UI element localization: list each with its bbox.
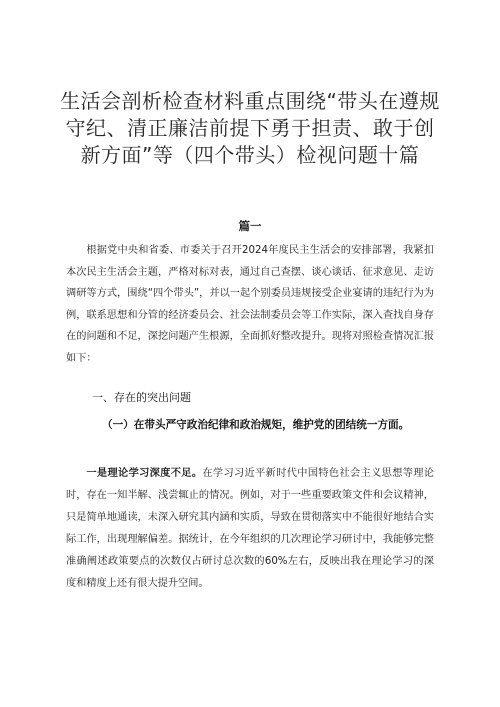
- paragraph-lead-phrase: 一是理论学习深度不足。: [86, 467, 203, 479]
- heading-level-2: （一）在带头严守政治纪律和政治规矩，维护党的团结统一方面。: [102, 419, 410, 431]
- intro-paragraph: 根据党中央和省委、市委关于召开2024年度民主生活会的安排部署，我紧扣本次民主生活会主题，严格对标对表，通过自己查摆、谈心谈话、征求意见、走访调研等方式，围绕“四个带头”，并以一起个别委员违规接受企业宴请的违纪行为为例，联系思想和分管的经济委员会、社会法制委员会等工作实际，深入查找自身存在的问题和不足，深挖问题产生根源，全面抓好整改提升。现将对照检查情况汇报如下：: [66, 245, 434, 364]
- document-title: 生活会剖析检查材料重点围绕“带头在遵规守纪、清正廉洁前提下勇于担责、敢于创新方面”等（四个带头）检视问题十篇: [60, 89, 440, 167]
- section-title: 篇一: [238, 219, 262, 233]
- paragraph-body-text: 在学习习近平新时代中国特色社会主义思想等理论时，存在一知半解、浅尝辄止的情况。例如，对于一些重要政策文件和会议精神，只是简单地通读，未深入研究其内涵和实质，导致在贯彻落实中不能很好地结合实际工作，出现理解偏差。据统计，在今年组织的几次理论学习研讨中，我能够完整准确阐述政策要点的次数仅占研讨总次数的60%左右，反映出我在理论学习的深度和精度上还有很大提升空间。: [66, 468, 435, 589]
- body-paragraph: [66, 462, 434, 595]
- heading-level-1: 一、存在的突出问题: [92, 391, 191, 404]
